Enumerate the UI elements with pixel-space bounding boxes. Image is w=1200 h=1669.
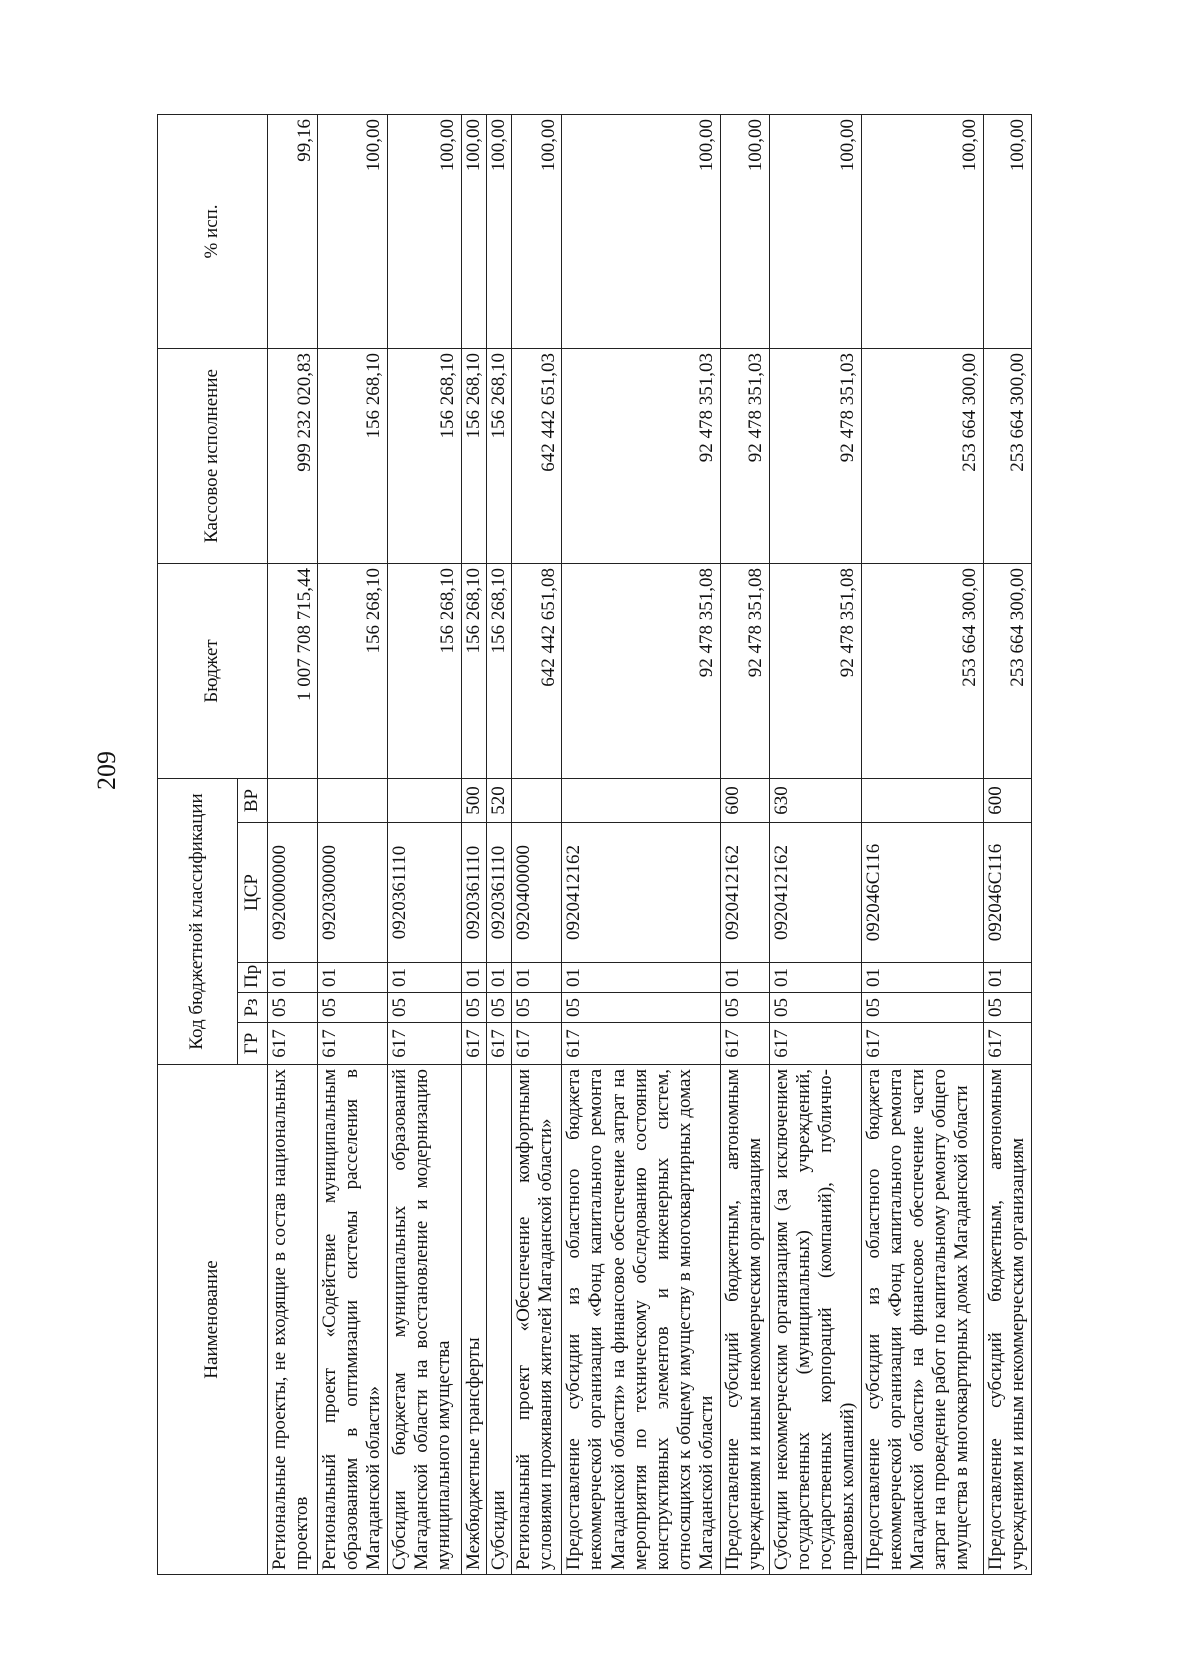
header-csr: ЦСР [238,823,268,963]
row-percent: 100,00 [861,114,983,348]
row-pr: 01 [861,963,983,993]
row-csr: 0920361110 [486,823,511,963]
row-rz: 05 [318,993,388,1023]
row-rz: 05 [769,993,861,1023]
row-cash: 156 268,10 [387,348,461,563]
row-gr: 617 [983,1023,1031,1065]
row-cash: 253 664 300,00 [861,348,983,563]
header-budget: Бюджет [158,563,268,778]
row-vr: 630 [769,778,861,822]
header-percent: % исп. [158,114,268,348]
header-vr: ВР [238,778,268,822]
row-vr [512,778,562,822]
row-rz: 05 [387,993,461,1023]
table-row [461,114,486,1574]
row-gr: 617 [268,1023,318,1065]
row-csr: 0920361110 [387,823,461,963]
row-name: Региональный проект «Содействие муниципальным образованиям в оптимизации системы расселения в Магаданской области» [318,1065,388,1575]
table-body [268,114,1032,1574]
row-vr: 600 [720,778,769,822]
row-cash: 92 478 351,03 [769,348,861,563]
row-name: Межбюджетные трансферты [461,1065,486,1575]
row-name: Предоставление субсидий бюджетным, автономным учреждениям и иным некоммерческим организациям [983,1065,1031,1575]
row-cash: 156 268,10 [318,348,388,563]
row-rz: 05 [268,993,318,1023]
row-vr: 520 [486,778,511,822]
row-gr: 617 [318,1023,388,1065]
row-percent: 100,00 [769,114,861,348]
row-csr: 092046С116 [861,823,983,963]
table-row [720,114,769,1574]
header-gr: ГР [238,1023,268,1065]
rotated-table-container [157,115,1029,1575]
row-csr: 092046С116 [983,823,1031,963]
row-gr: 617 [512,1023,562,1065]
row-percent: 100,00 [562,114,721,348]
header-code-group: Код бюджетной классификации [158,778,238,1064]
row-rz: 05 [486,993,511,1023]
row-gr: 617 [562,1023,721,1065]
row-cash: 156 268,10 [461,348,486,563]
row-vr: 600 [983,778,1031,822]
row-vr [268,778,318,822]
row-pr: 01 [387,963,461,993]
table-row [318,114,388,1574]
row-cash: 253 664 300,00 [983,348,1031,563]
header-rz: Рз [238,993,268,1023]
row-gr: 617 [720,1023,769,1065]
row-gr: 617 [861,1023,983,1065]
row-name: Предоставление субсидий бюджетным, автономным учреждениям и иным некоммерческим организациям [720,1065,769,1575]
row-percent: 100,00 [486,114,511,348]
header-cash: Кассовое исполнение [158,348,268,563]
row-pr: 01 [769,963,861,993]
row-csr: 0920412162 [720,823,769,963]
row-rz: 05 [461,993,486,1023]
row-budget: 1 007 708 715,44 [268,563,318,778]
row-gr: 617 [461,1023,486,1065]
row-rz: 05 [720,993,769,1023]
row-gr: 617 [387,1023,461,1065]
row-csr: 0920412162 [769,823,861,963]
row-budget: 92 478 351,08 [769,563,861,778]
table-row [861,114,983,1574]
row-budget: 253 664 300,00 [861,563,983,778]
row-name: Субсидии бюджетам муниципальных образований Магаданской области на восстановление и модернизацию муниципального имущества [387,1065,461,1575]
table-row [387,114,461,1574]
table-row [268,114,318,1574]
table-row [983,114,1031,1574]
row-name: Предоставление субсидии из областного бюджета некоммерческой организации «Фонд капитального ремонта Магаданской области» на финансовое обеспечение затрат на мероприятия по техническому обследованию состояния конструктивных элементов и инженерных систем, относящихся к общему имуществу в многоквартирных домах Магаданской области [562,1065,721,1575]
row-name: Региональные проекты, не входящие в состав национальных проектов [268,1065,318,1575]
table-row [512,114,562,1574]
row-csr: 0920400000 [512,823,562,963]
row-csr: 0920300000 [318,823,388,963]
page-number: 209 [92,751,121,790]
row-name: Предоставление субсидии из областного бюджета некоммерческой организации «Фонд капитального ремонта Магаданской области» на финансовое обеспечение части затрат на проведение работ по капитальному ремонту общего имущества в многоквартирных домах Магаданской области [861,1065,983,1575]
row-budget: 642 442 651,08 [512,563,562,778]
row-name: Субсидии некоммерческим организациям (за исключением государственных (муниципальных) учреждений, государственных корпораций (компаний), публично-правовых компаний) [769,1065,861,1575]
row-csr: 0920361110 [461,823,486,963]
table-row [562,114,721,1574]
row-pr: 01 [720,963,769,993]
row-percent: 100,00 [318,114,388,348]
row-vr [318,778,388,822]
row-pr: 01 [562,963,721,993]
row-rz: 05 [562,993,721,1023]
row-budget: 253 664 300,00 [983,563,1031,778]
row-vr [387,778,461,822]
row-cash: 92 478 351,03 [720,348,769,563]
row-budget: 156 268,10 [461,563,486,778]
row-cash: 156 268,10 [486,348,511,563]
row-percent: 100,00 [983,114,1031,348]
row-rz: 05 [861,993,983,1023]
row-pr: 01 [318,963,388,993]
row-budget: 156 268,10 [486,563,511,778]
row-pr: 01 [486,963,511,993]
row-budget: 156 268,10 [387,563,461,778]
row-budget: 92 478 351,08 [720,563,769,778]
row-vr [861,778,983,822]
row-name: Региональный проект «Обеспечение комфортными условиями проживания жителей Магаданской области» [512,1065,562,1575]
row-percent: 100,00 [512,114,562,348]
row-percent: 99,16 [268,114,318,348]
header-pr: Пр [238,963,268,993]
row-csr: 0920412162 [562,823,721,963]
table-row [486,114,511,1574]
row-percent: 100,00 [461,114,486,348]
row-cash: 642 442 651,03 [512,348,562,563]
table-header [158,114,268,1574]
header-name: Наименование [158,1065,268,1575]
row-rz: 05 [983,993,1031,1023]
row-budget: 156 268,10 [318,563,388,778]
row-percent: 100,00 [387,114,461,348]
row-name: Субсидии [486,1065,511,1575]
row-pr: 01 [983,963,1031,993]
row-csr: 0920000000 [268,823,318,963]
row-percent: 100,00 [720,114,769,348]
row-vr [562,778,721,822]
row-pr: 01 [268,963,318,993]
budget-table [157,114,1032,1575]
table-row [769,114,861,1574]
row-cash: 999 232 020,83 [268,348,318,563]
row-pr: 01 [461,963,486,993]
row-gr: 617 [486,1023,511,1065]
row-cash: 92 478 351,03 [562,348,721,563]
row-pr: 01 [512,963,562,993]
row-vr: 500 [461,778,486,822]
row-gr: 617 [769,1023,861,1065]
row-budget: 92 478 351,08 [562,563,721,778]
row-rz: 05 [512,993,562,1023]
